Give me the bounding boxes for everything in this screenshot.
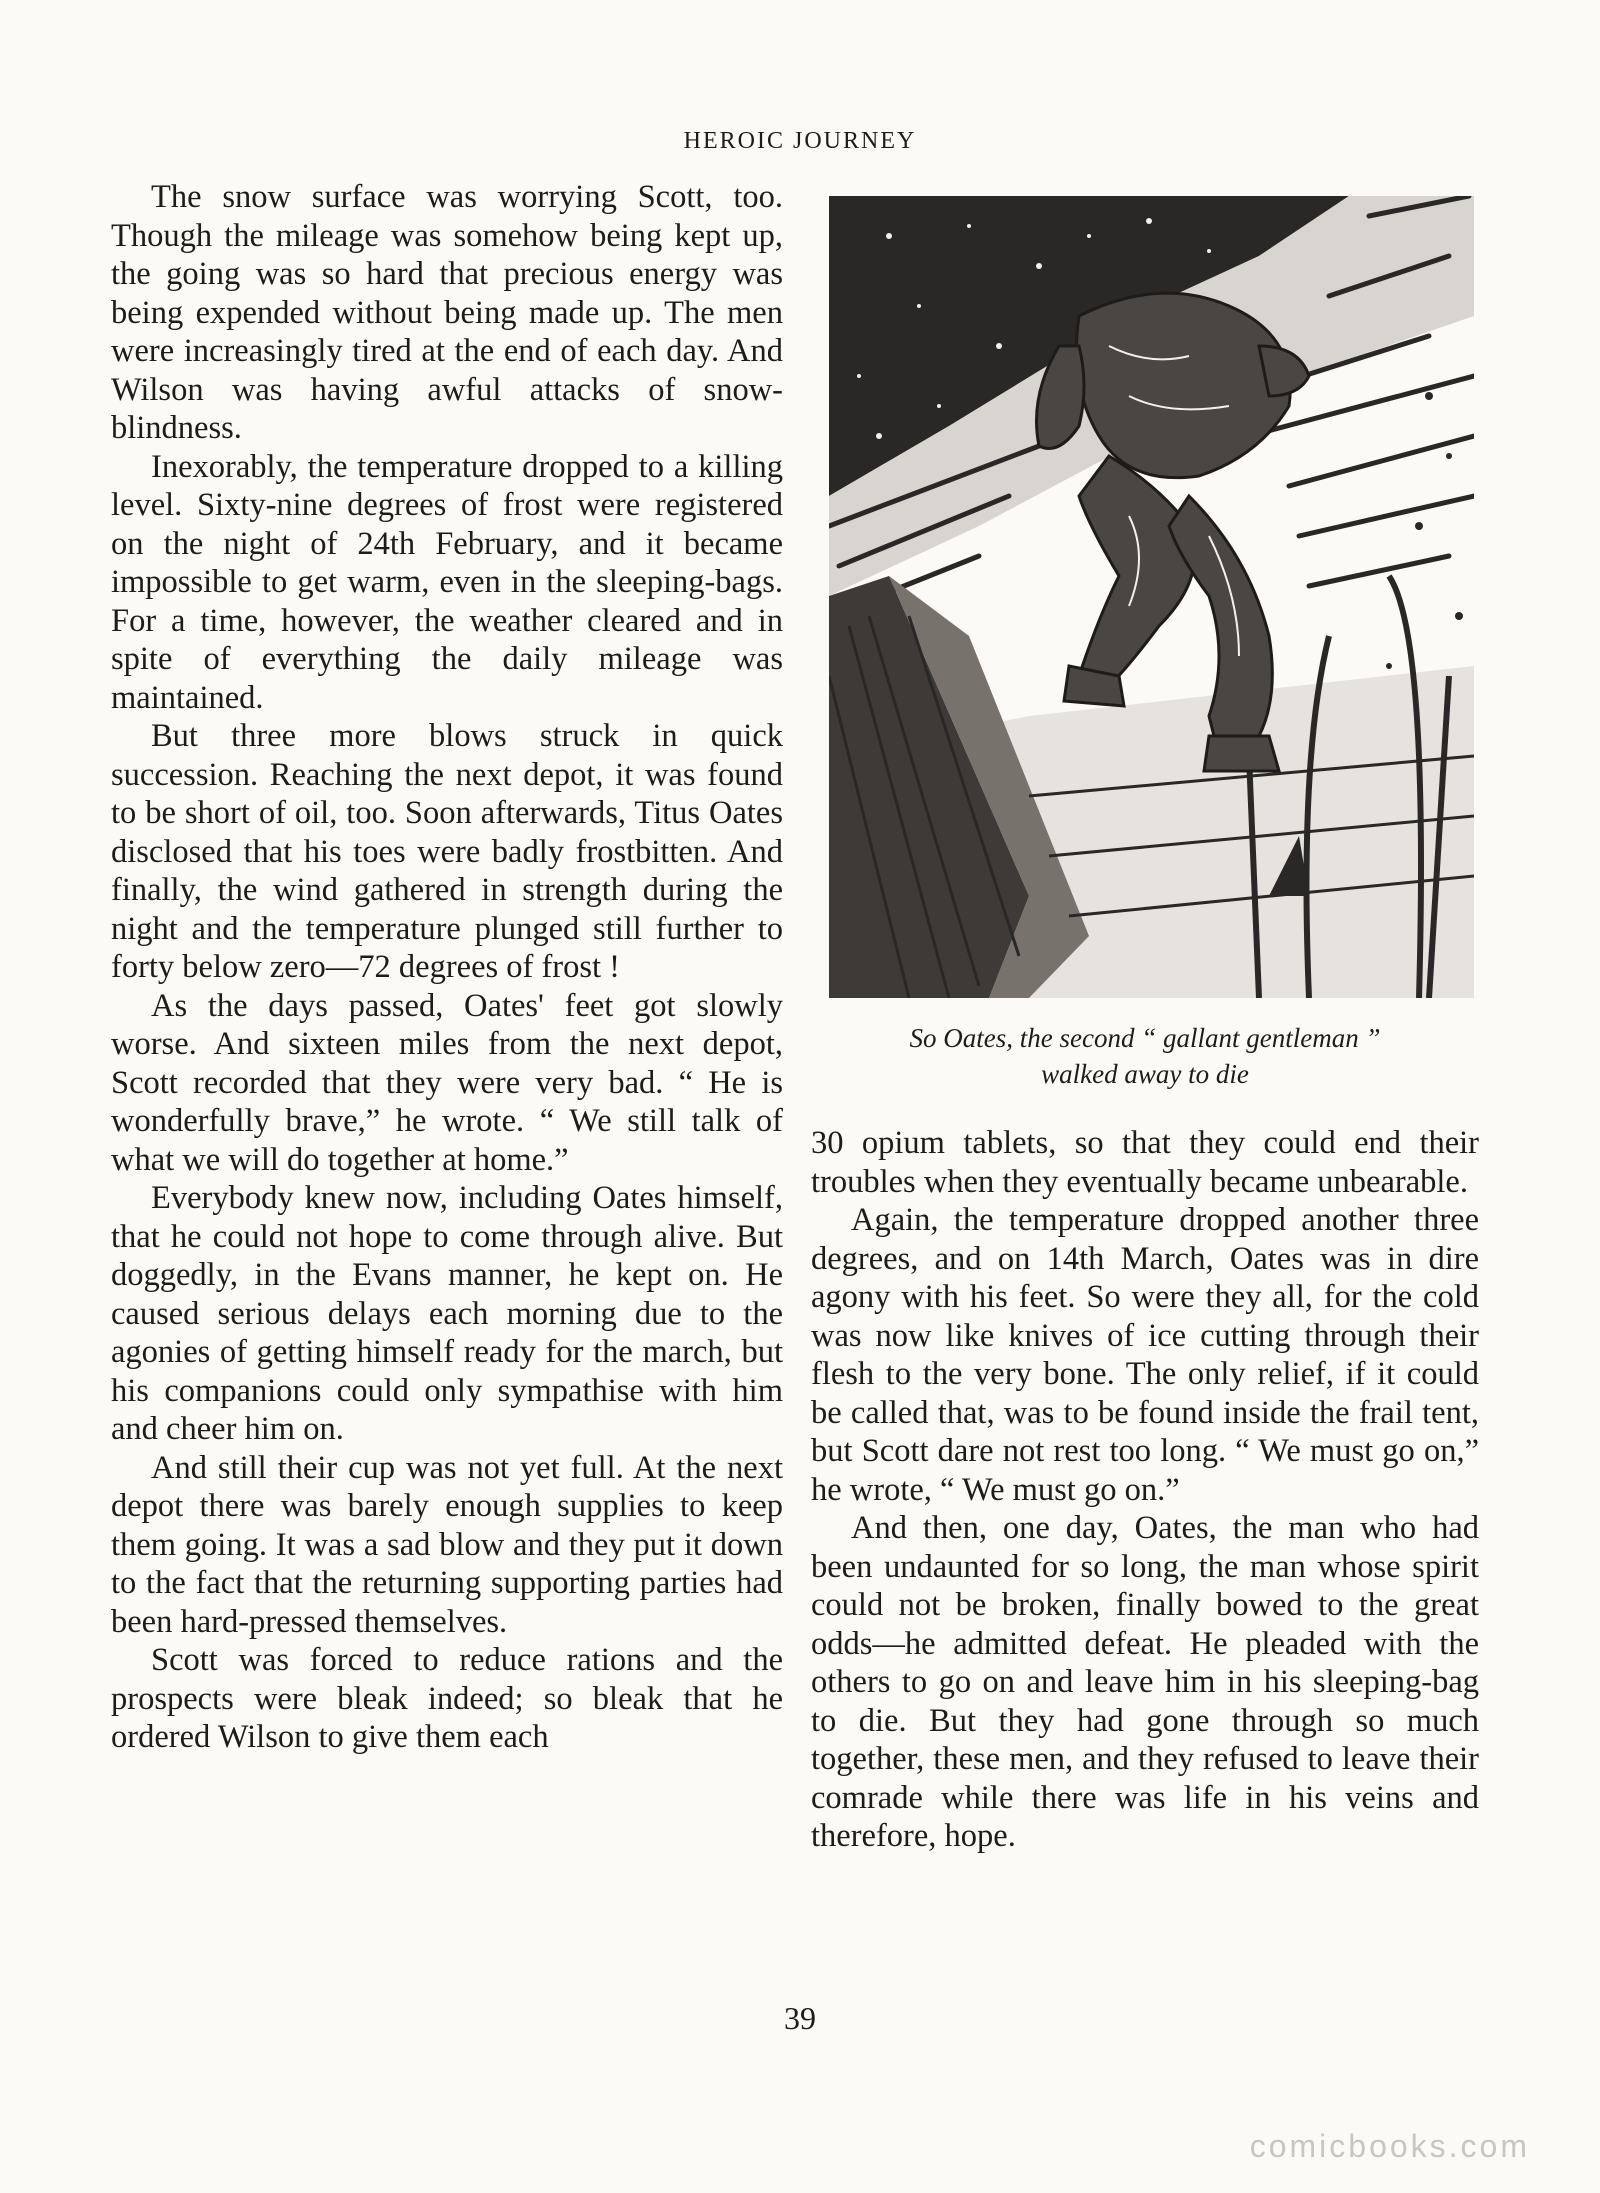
body-paragraph: Inexorably, the temperature dropped to a killing level. Sixty-nine degrees of frost were registered on the night of 24th February, and it became impossible to get warm, even in the sleeping-bags. For a time, however, the weather cleared and in spite of everything the daily mileage was maintained. — [111, 448, 783, 716]
body-paragraph: Again, the temperature dropped another three degrees, and on 14th March, Oates was in dire agony with his feet. So were they all, for the cold was now like knives of ice cutting through their flesh to the very bone. The only relief, if it could be called that, was to be found inside the frail tent, but Scott dare not rest too long. “ We must go on,” he wrote, “ We must go on.” — [811, 1202, 1479, 1508]
body-paragraph: But three more blows struck in quick succession. Reaching the next depot, it was found to be short of oil, too. Soon afterwards, Titus Oates disclosed that his toes were badly frostbitten. And finally, the wind gathered in strength during the night and the temperature plunged still further to forty below zero—72 degrees of frost ! — [111, 718, 783, 985]
body-paragraph: As the days passed, Oates' feet got slowly worse. And sixteen miles from the next depot, Scott recorded that they were very bad. “ He is wonderfully brave,” he wrote. “ We still talk of what we will do together at home.” — [111, 987, 783, 1178]
watermark: comicbooks.com — [1249, 2128, 1530, 2164]
left-text-column — [111, 178, 783, 1757]
blizzard-illustration — [829, 196, 1474, 998]
page-number: 39 — [784, 2000, 816, 2036]
body-paragraph: And then, one day, Oates, the man who had been undaunted for so long, the man whose spirit could not be broken, finally bowed to the great odds—he admitted defeat. He pleaded with the others to go on and leave him in his sleeping-bag to die. But they had gone through so much together, these men, and they refused to leave their comrade while there was life in his veins and therefore, hope. — [811, 1510, 1479, 1854]
body-paragraph: 30 opium tablets, so that they could end their troubles when they eventually became unbearable. — [811, 1125, 1479, 1200]
caption-line: walked away to die — [1041, 1059, 1249, 1089]
running-title: HEROIC JOURNEY — [683, 128, 917, 154]
body-paragraph: The snow surface was worrying Scott, too. Though the mileage was somehow being kept up, the going was so hard that precious energy was being expended without being made up. The men were increasingly tired at the end of each day. And Wilson was having awful attacks of snow-blindness. — [111, 179, 783, 446]
body-paragraph: And still their cup was not yet full. At the next depot there was barely enough supplies to keep them going. It was a sad blow and they put it down to the fact that the returning supporting parties had been hard-pressed themselves. — [111, 1449, 783, 1640]
right-text-column — [811, 1124, 1479, 1856]
body-paragraph: Everybody knew now, including Oates himself, that he could not hope to come through alive. But doggedly, in the Evans manner, he kept on. He caused serious delays each morning due to the agonies of getting himself ready for the march, but his companions could only sympathise with him and cheer him on. — [111, 1180, 783, 1447]
body-paragraph: Scott was forced to reduce rations and the prospects were bleak indeed; so bleak that he ordered Wilson to give them each — [111, 1642, 783, 1755]
illustration-caption — [811, 1020, 1479, 1092]
caption-line: So Oates, the second “ gallant gentleman ” — [909, 1023, 1381, 1053]
